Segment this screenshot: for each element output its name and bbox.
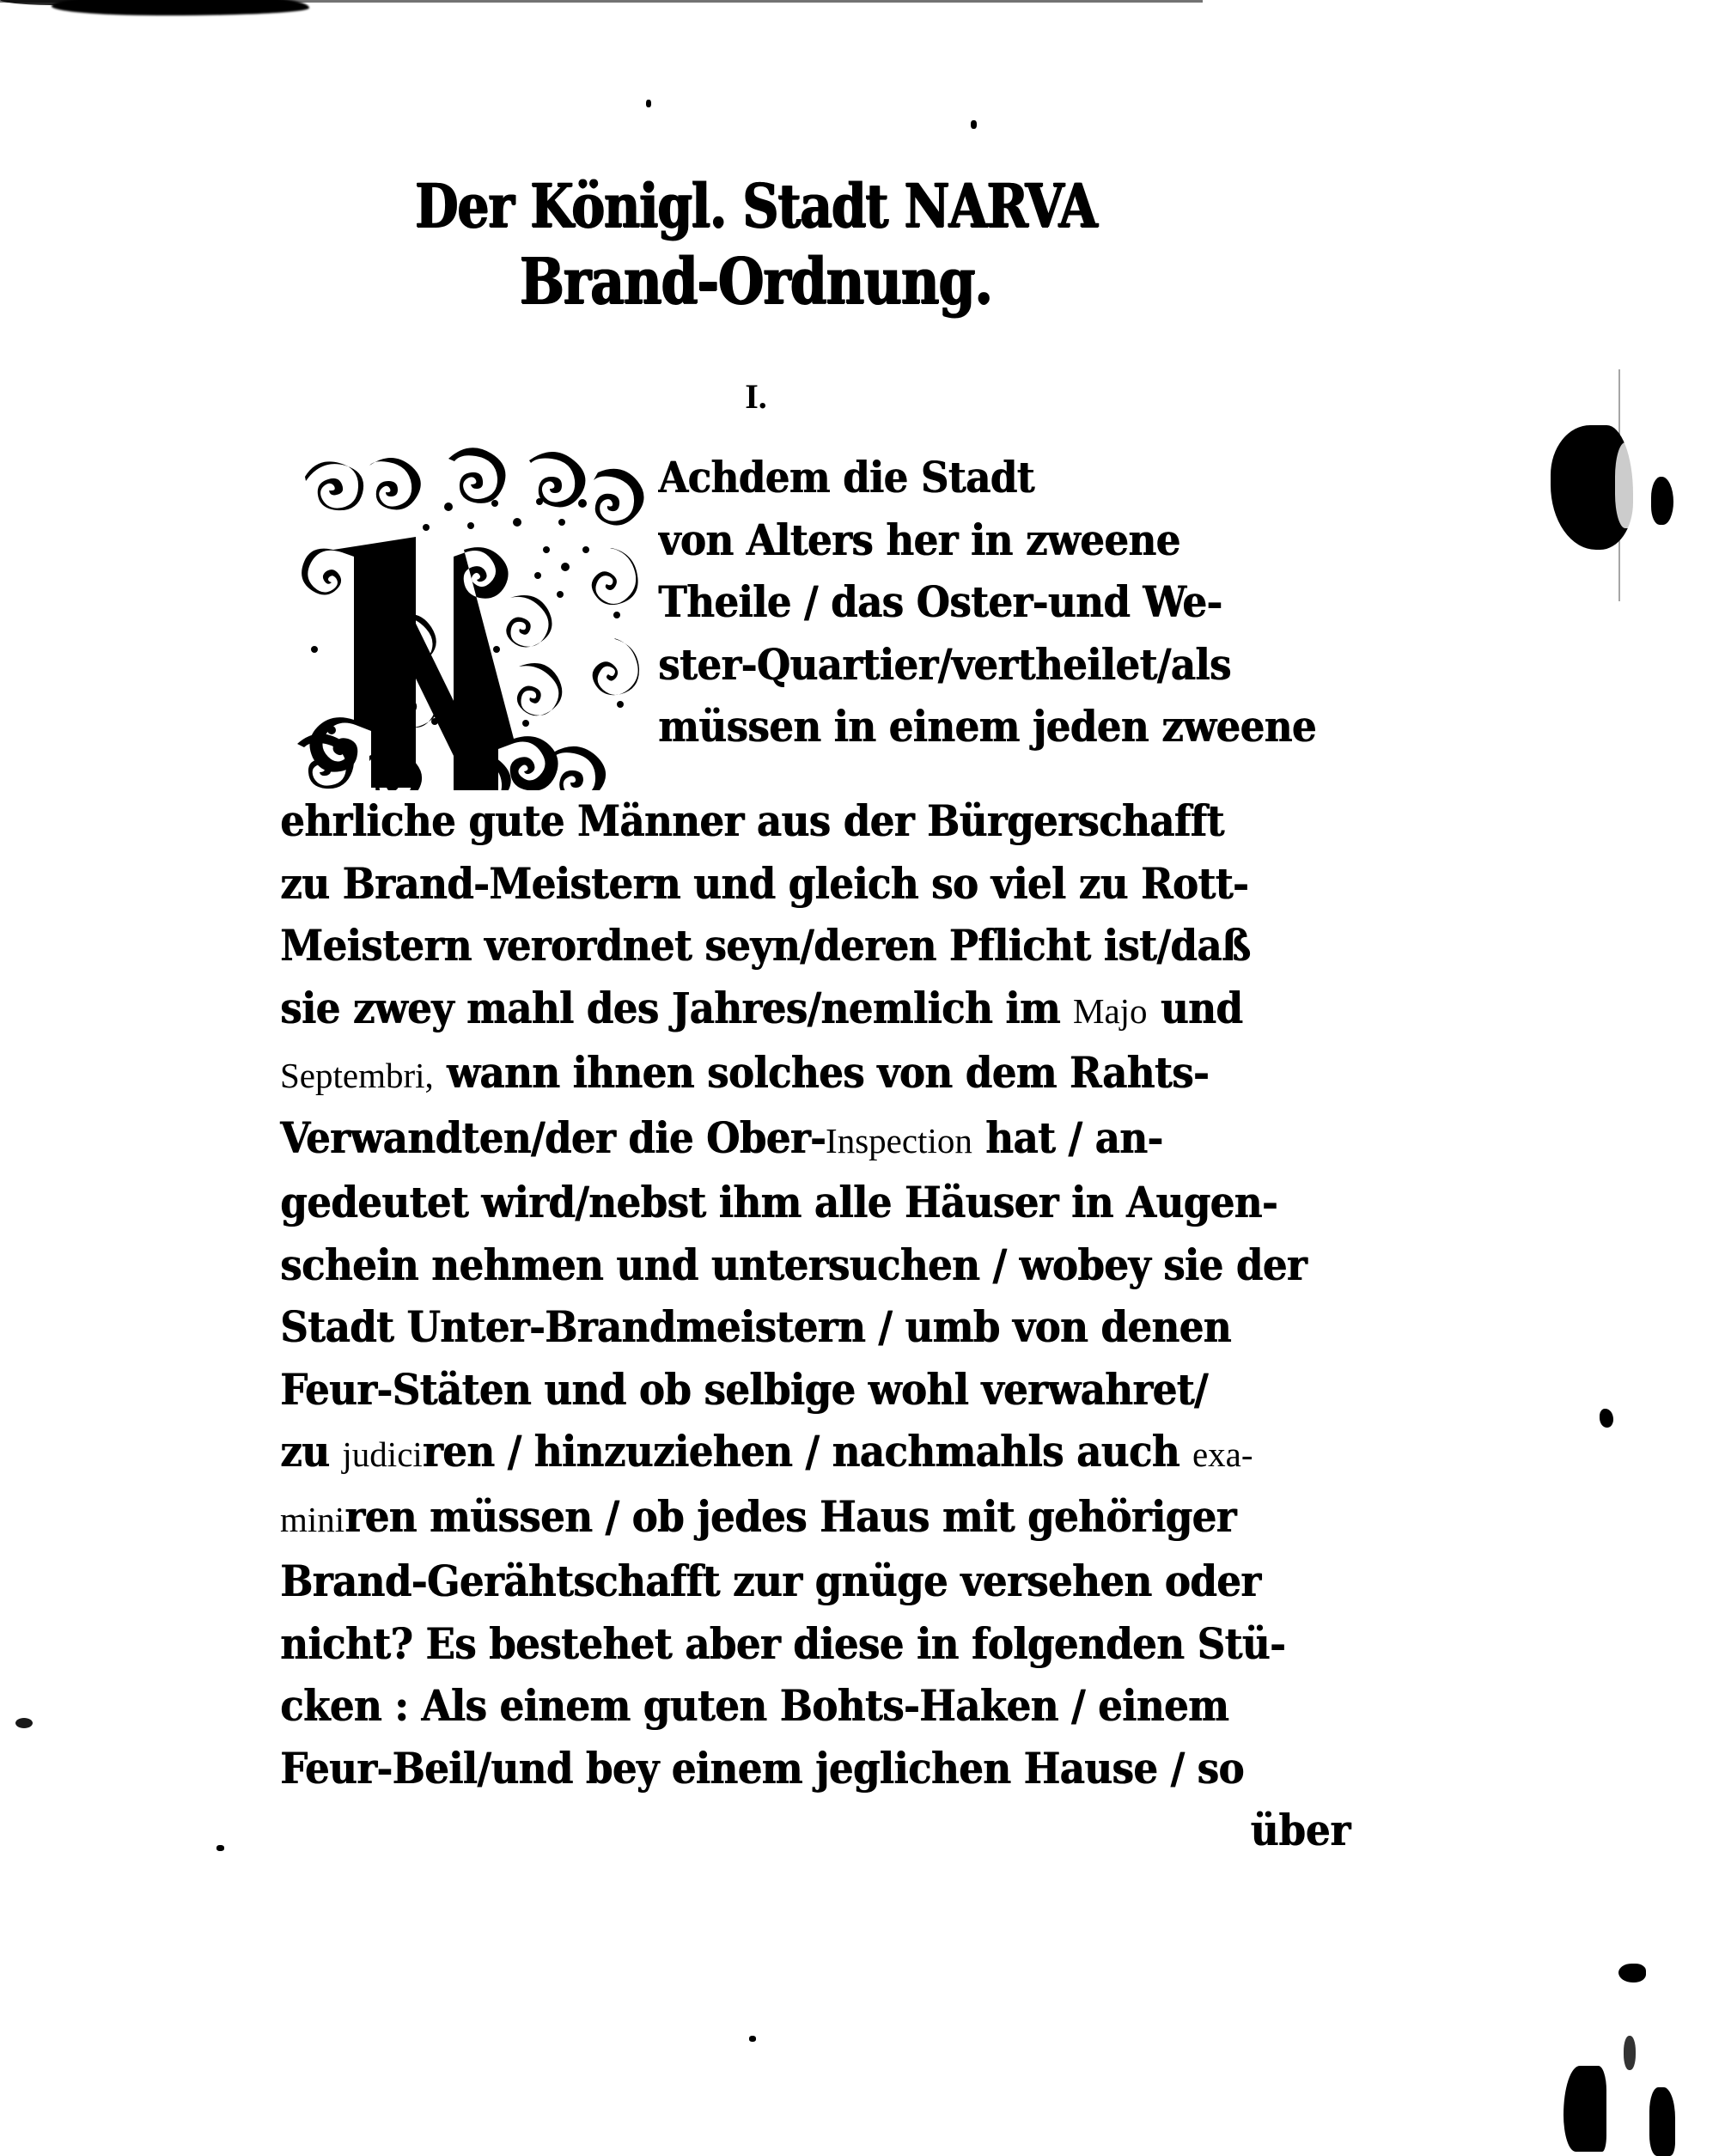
body-line-wrapped-1: Achdem die Stadt [658,452,1034,502]
scan-speck-bottom-center [749,2036,756,2042]
section-number: I. [745,377,767,416]
body-line-10-segment-1: Feur-Stäten und ob selbige wohl verwahret/ [280,1363,1208,1415]
body-line-14-segment-1: nicht? Es bestehet aber diese in folgenden Stü- [280,1617,1286,1669]
body-line-11-segment-2: judici [342,1434,423,1474]
body-line-11-segment-4: exa- [1192,1434,1253,1474]
body-text-column [280,447,1359,1861]
scan-speck-left-margin [15,1718,33,1728]
page-edge-line [1618,369,1620,601]
scan-speck-top-left [646,100,651,107]
body-line-wrapped-5: müssen in einem jeden zweene [658,701,1316,752]
body-line-11 [280,1421,1359,1486]
scan-top-edge-smudge [52,0,309,15]
body-line-8-segment-1: schein nehmen und untersuchen / wobey sie der [280,1239,1307,1290]
scan-speck-right-middle [1600,1409,1613,1428]
body-line-9-segment-1: Stadt Unter-Brandmeistern / umb von denen [280,1301,1231,1352]
body-line-14 [280,1613,1359,1676]
page-title [0,168,1512,320]
body-line-3 [280,915,1359,978]
body-line-6-segment-2: Inspection [826,1120,972,1160]
body-line-2-segment-1: zu Brand-Meistern und gleich so viel zu Rott- [280,857,1248,909]
ink-blot-stain [1551,425,1633,550]
wrapped-text-block [658,447,1359,758]
body-line-16-segment-1: Feur-Beil/und bey einem jeglichen Hause / so [280,1742,1244,1794]
ink-stain-bottom-right-small [1624,2036,1636,2070]
scan-speck-bottom-right [1618,1964,1646,1982]
body-line-7 [280,1172,1359,1234]
body-line-2 [280,853,1359,916]
body-line-7-segment-1: gedeutet wird/nebst ihm alle Häuser in Augen- [280,1177,1277,1227]
ink-blot-stain-secondary [1651,477,1673,525]
scan-top-edge-line [0,0,1203,3]
body-line-4-segment-1: sie zwey mahl des Jahres/nemlich im [280,982,1074,1033]
body-line-wrapped-2: von Alters her in zweene [658,514,1180,565]
body-line-5 [280,1042,1359,1107]
body-line-1-segment-1: ehrliche gute Männer aus der Bürgerschafft [280,795,1224,846]
body-line-11-segment-1: zu [280,1426,343,1477]
body-line-6-segment-1: Verwandten/der die Ober- [280,1111,826,1163]
body-line-5-segment-1: Septembri, [280,1056,434,1095]
body-line-11-segment-3: ren / hinzuziehen / nachmahls auch [422,1426,1192,1477]
scan-speck-top-center [971,120,977,129]
body-line-12 [280,1486,1359,1551]
catchword: über [1250,1805,1350,1855]
title-line-first: Der Königl. Stadt NARVA [415,170,1097,241]
scan-top-edge-smudge-secondary [0,0,137,5]
full-width-text-block [280,790,1359,1800]
body-line-5-segment-2: wann ihnen solches von dem Rahts- [433,1047,1209,1098]
ink-blot-highlight [1615,442,1641,528]
body-line-9 [280,1296,1359,1359]
body-line-wrapped-4: ster-Quartier/vertheilet/als [658,638,1231,690]
body-line-13 [280,1550,1359,1613]
body-line-16 [280,1738,1359,1800]
body-line-4-segment-3: und [1147,982,1243,1033]
body-line-8 [280,1234,1359,1297]
title-line-second: Brand-Ordnung. [520,245,992,319]
ink-stain-bottom-right-right [1649,2087,1675,2156]
body-line-1 [280,790,1359,853]
body-line-6-segment-3: hat / an- [972,1111,1163,1163]
ornamental-initial-n [280,447,649,790]
body-line-15-segment-1: cken : Als einem guten Bohts-Haken / einem [280,1680,1228,1731]
body-line-12-segment-1: mini [280,1499,345,1539]
scan-speck-bottom-left [216,1845,224,1851]
ink-stain-bottom-right-left [1563,2066,1606,2152]
body-line-4 [280,978,1359,1043]
body-line-3-segment-1: Meistern verordnet seyn/deren Pflicht ist/daß [280,920,1251,971]
body-line-12-segment-2: ren müssen / ob jedes Haus mit gehöriger [344,1490,1236,1542]
body-line-13-segment-1: Brand-Gerähtschafft zur gnüge versehen oder [280,1556,1261,1606]
body-line-6 [280,1107,1359,1172]
body-line-4-segment-2: Majo [1073,990,1148,1031]
body-line-10 [280,1359,1359,1422]
body-line-wrapped-3: Theile / das Oster-und We- [658,576,1222,627]
body-line-15 [280,1675,1359,1738]
